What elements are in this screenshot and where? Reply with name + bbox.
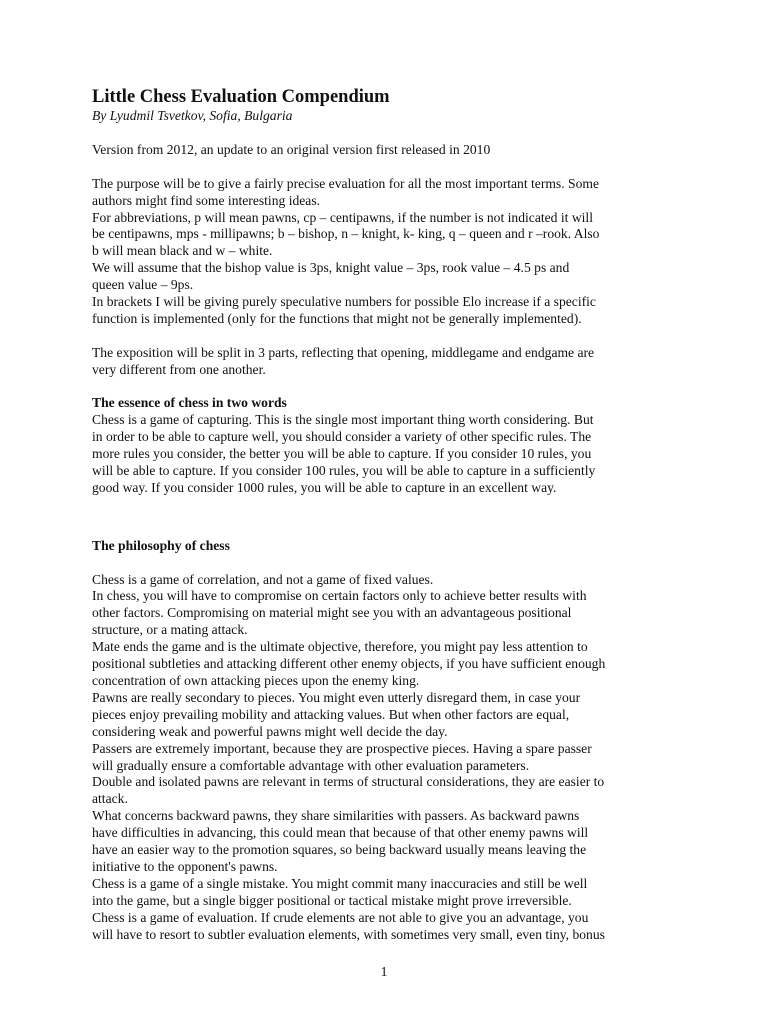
text-line: queen value – 9ps. [92,277,194,293]
text-line: Chess is a game of correlation, and not a game of fixed values. [92,571,434,587]
text-line: into the game, but a single bigger positional or tactical mistake might prove irreversible. [92,892,572,908]
text-line: structure, or a mating attack. [92,622,248,638]
text-line: good way. If you consider 1000 rules, you will be able to capture in an excellent way. [92,479,557,495]
intro-section [92,176,684,328]
text-line: more rules you consider, the better you will be able to capture. If you consider 10 rules, you [92,446,592,462]
text-line: What concerns backward pawns, they share similarities with passers. As backward pawns [92,808,580,824]
text-line: The exposition will be split in 3 parts, reflecting that opening, middlegame and endgame are [92,344,595,360]
text-line: authors might find some interesting ideas. [92,192,321,208]
text-line: have an easier way to the promotion squares, so being backward usually means leaving the [92,842,587,858]
text-line: will be able to capture. If you consider 100 rules, you will be able to capture in a sufficiently [92,463,596,479]
text-line: will have to resort to subtler evaluation elements, with sometimes very small, even tiny, bonus [92,926,605,942]
version-line: Version from 2012, an update to an original version first released in 2010 [92,141,491,157]
text-line: considering weak and powerful pawns might well decide the day. [92,723,448,739]
text-line: We will assume that the bishop value is 3ps, knight value – 3ps, rook value – 4.5 ps and [92,260,570,276]
text-line: be centipawns, mps - millipawns; b – bishop, n – knight, k- king, q – queen and r –rook. Also [92,226,600,242]
spacer [92,514,684,538]
text-line: concentration of own attacking pieces upon the enemy king. [92,673,420,689]
text-line: b will mean black and w – white. [92,243,273,259]
text-line: function is implemented (only for the functions that might not be generally implemented). [92,310,582,326]
document-page [92,86,684,944]
section-heading: The philosophy of chess [92,537,230,553]
text-line: Pawns are really secondary to pieces. You might even utterly disregard them, in case your [92,689,581,705]
spacer [92,328,684,345]
spacer [92,497,684,514]
exposition-section [92,345,684,379]
text-line: In brackets I will be giving purely speculative numbers for possible Elo increase if a specific [92,294,596,310]
text-line: will gradually ensure a comfortable advantage with other evaluation parameters. [92,757,530,773]
text-line: positional subtleties and attacking different other enemy objects, if you have sufficient enough [92,656,606,672]
text-line: attack. [92,791,128,807]
text-line: Mate ends the game and is the ultimate objective, therefore, you might pay less attention to [92,639,588,655]
document-author: By Lyudmil Tsvetkov, Sofia, Bulgaria [92,108,293,123]
page-number: 1 [380,964,388,979]
text-line: Chess is a game of a single mistake. You might commit many inaccuracies and still be well [92,875,588,891]
text-line: very different from one another. [92,361,266,377]
spacer [92,555,684,572]
text-line: pieces enjoy prevailing mobility and attacking values. But when other factors are equal, [92,706,570,722]
text-line: Passers are extremely important, because they are prospective pieces. Having a spare passer [92,740,592,756]
section-heading: The essence of chess in two words [92,395,287,411]
text-line: The purpose will be to give a fairly precise evaluation for all the most important terms. Some [92,175,599,191]
text-line: Double and isolated pawns are relevant in terms of structural considerations, they are easier to [92,774,605,790]
text-line: Chess is a game of evaluation. If crude elements are not able to give you an advantage, you [92,909,589,925]
text-line: Chess is a game of capturing. This is the single most important thing worth considering. But [92,412,594,428]
spacer [92,159,684,176]
text-line: in order to be able to capture well, you should consider a variety of other specific rules. The [92,429,592,445]
document-title: Little Chess Evaluation Compendium [92,87,390,107]
philosophy-section [92,538,684,944]
spacer [92,379,684,396]
text-line: In chess, you will have to compromise on certain factors only to achieve better results with [92,588,587,604]
text-line: other factors. Compromising on material might see you with an advantageous positional [92,605,572,621]
essence-section [92,395,684,496]
text-line: have difficulties in advancing, this could mean that because of that other enemy pawns will [92,825,589,841]
text-line: initiative to the opponent's pawns. [92,858,278,874]
text-line: For abbreviations, p will mean pawns, cp – centipawns, if the number is not indicated it will [92,209,593,225]
